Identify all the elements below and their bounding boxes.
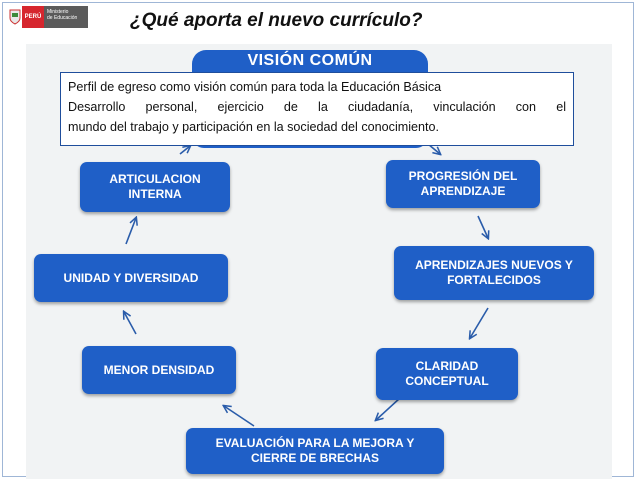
callout-line2: Desarrollo personal, ejercicio de la ciudadanía, vinculación con el	[68, 100, 566, 114]
node-evaluacion-line2: CIERRE DE BRECHAS	[250, 451, 379, 465]
node-unidad-diversidad-label: UNIDAD Y DIVERSIDAD	[63, 270, 199, 285]
node-articulacion-line1: ARTICULACION	[109, 172, 201, 186]
node-menor-densidad-label: MENOR DENSIDAD	[103, 362, 215, 377]
arrow-unidad-to-articulacion	[126, 218, 136, 244]
slide-title: ¿Qué aporta el nuevo currículo?	[130, 10, 423, 31]
arrow-claridad-to-evaluacion	[376, 398, 400, 420]
arrow-aprendizajes-to-claridad	[470, 308, 488, 338]
node-progresion-line2: APRENDIZAJE	[420, 184, 506, 198]
logo-ministry-line1: Ministerio	[47, 9, 69, 15]
node-unidad-diversidad	[34, 254, 228, 302]
arrow-articulacion-to-vision	[180, 146, 190, 154]
logo-ministry-line2: de Educación	[47, 15, 78, 21]
node-articulacion	[80, 162, 230, 212]
vision-callout	[60, 72, 574, 146]
arrow-evaluacion-to-menor	[224, 406, 254, 426]
arrow-progresion-to-aprendizajes	[478, 216, 488, 238]
logo-country: PERÚ	[22, 6, 44, 28]
callout-line1: Perfil de egreso como visión común para toda la Educación Básica	[68, 80, 442, 94]
arrow-menor-to-unidad	[124, 312, 136, 334]
node-progresion-line1: PROGRESIÓN DEL	[408, 169, 518, 183]
node-articulacion-line2: INTERNA	[128, 187, 182, 201]
node-progresion	[386, 160, 540, 208]
node-claridad-line2: CONCEPTUAL	[405, 374, 489, 388]
node-menor-densidad	[82, 346, 236, 394]
node-aprendizajes	[394, 246, 594, 300]
node-evaluacion	[186, 428, 444, 474]
node-evaluacion-line1: EVALUACIÓN PARA LA MEJORA Y	[215, 436, 415, 450]
node-claridad	[376, 348, 518, 400]
node-aprendizajes-line2: FORTALECIDOS	[447, 273, 541, 287]
callout-line3: mundo del trabajo y participación en la sociedad del conocimiento.	[68, 120, 440, 134]
node-claridad-line1: CLARIDAD	[415, 359, 479, 373]
node-aprendizajes-line1: APRENDIZAJES NUEVOS Y	[415, 258, 573, 272]
vision-comun-node: VISIÓN COMÚN	[192, 50, 428, 78]
